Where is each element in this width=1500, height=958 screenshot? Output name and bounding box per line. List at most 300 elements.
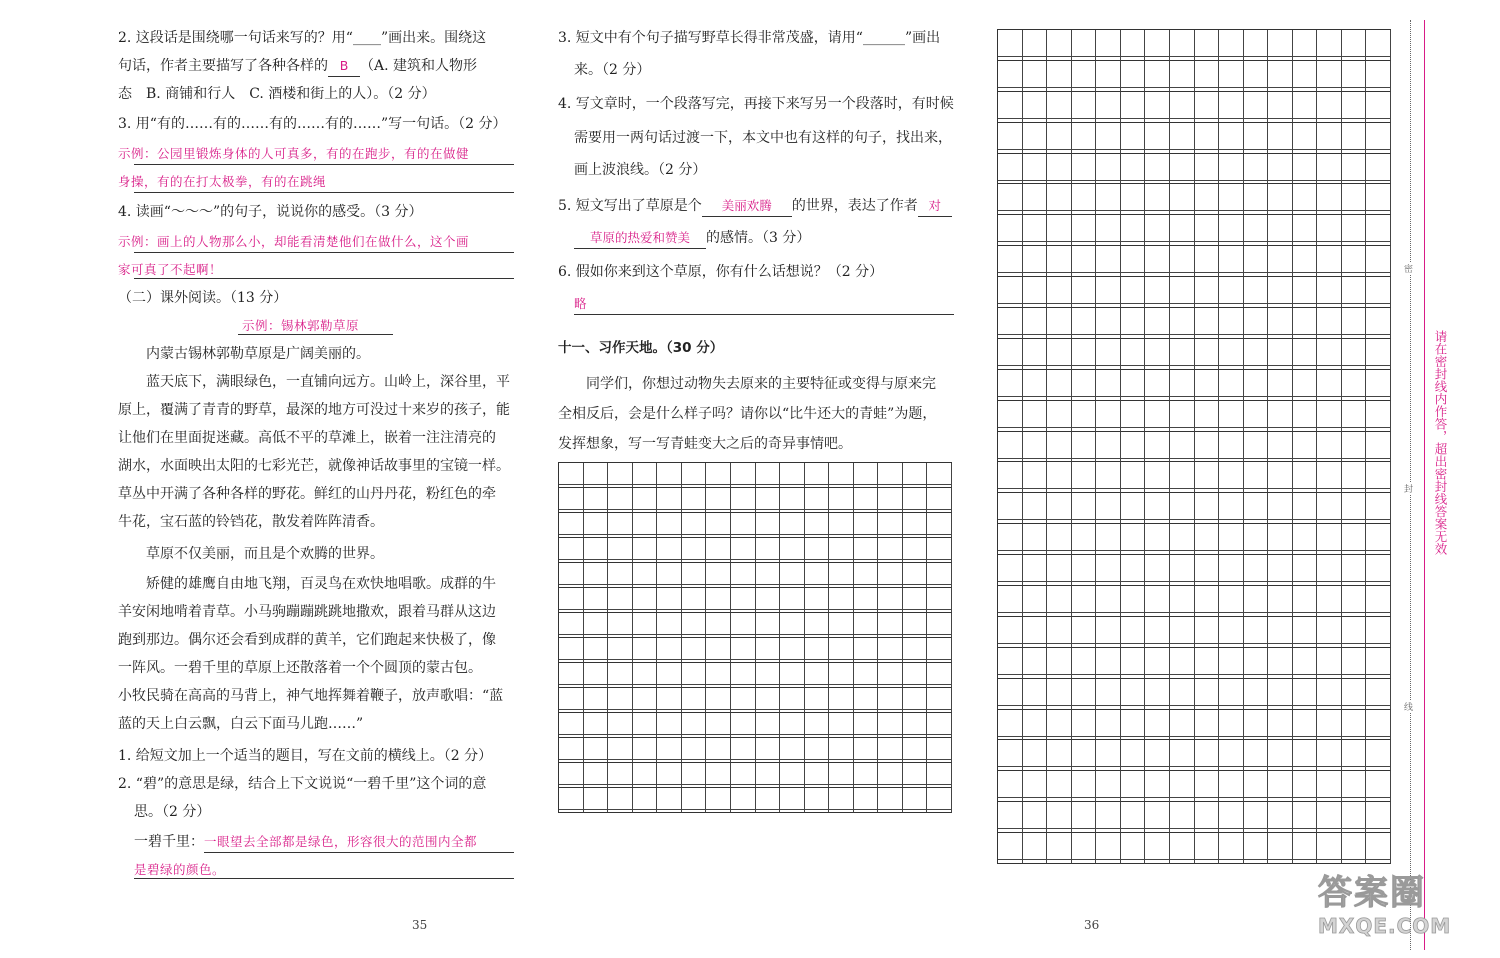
grid-cell (805, 613, 830, 635)
grid-cell (998, 586, 1023, 613)
grid-cell (1317, 92, 1342, 119)
grid-cell (1366, 740, 1391, 767)
grid-row-gap (756, 810, 781, 813)
grid-cell (854, 663, 879, 685)
q2-line2 (118, 56, 477, 77)
grid-cell (878, 488, 903, 510)
grid-cell (998, 123, 1023, 150)
grid-cell (1047, 740, 1072, 767)
grid-cell (1342, 833, 1367, 860)
grid-cell (1342, 308, 1367, 335)
passage-line: 蓝天底下，满眼绿色，一直铺向远方。山岭上，深谷里，平 (118, 374, 510, 390)
grid-cell (1219, 648, 1244, 675)
grid-cell (805, 788, 830, 810)
grid-cell (706, 763, 731, 785)
grid-cell (1170, 277, 1195, 304)
grid-cell (731, 663, 756, 685)
grid-cell (1170, 370, 1195, 397)
grid-cell (1268, 339, 1293, 366)
grid-cell (731, 538, 756, 560)
grid-cell (903, 788, 928, 810)
grid-cell (854, 688, 879, 710)
grid-cell (1195, 432, 1220, 459)
grid-cell (1145, 215, 1170, 242)
grid-cell (1293, 277, 1318, 304)
grid-cell (1047, 462, 1072, 489)
grid-cell (854, 513, 879, 535)
grid-cell (1121, 154, 1146, 181)
grid-cell (1170, 462, 1195, 489)
grid-cell (1096, 493, 1121, 520)
grid-cell (1195, 308, 1220, 335)
grid-cell (756, 488, 781, 510)
grid-cell (805, 588, 830, 610)
grid-cell (1023, 648, 1048, 675)
grid-cell (1023, 710, 1048, 737)
grid-cell (682, 488, 707, 510)
grid-cell (1342, 771, 1367, 798)
grid-cell (927, 463, 952, 485)
grid-cell (1195, 339, 1220, 366)
grid-cell (1244, 30, 1269, 57)
grid-cell (1293, 802, 1318, 829)
grid-cell (1317, 524, 1342, 551)
reading-q2-line2: 思。（2 分） (134, 804, 211, 820)
grid-cell (559, 763, 584, 785)
grid-cell (1366, 277, 1391, 304)
grid-cell (1047, 833, 1072, 860)
grid-cell (657, 638, 682, 660)
grid-cell (1293, 524, 1318, 551)
grid-cell (1268, 246, 1293, 273)
grid-cell (559, 513, 584, 535)
grid-cell (1219, 154, 1244, 181)
grid-cell (1072, 154, 1097, 181)
grid-cell (559, 463, 584, 485)
grid-cell (1096, 833, 1121, 860)
grid-cell (1244, 710, 1269, 737)
grid-cell (706, 538, 731, 560)
grid-cell (1072, 555, 1097, 582)
grid-cell (927, 688, 952, 710)
grid-cell (756, 588, 781, 610)
grid-cell (1219, 555, 1244, 582)
grid-cell (1047, 710, 1072, 737)
grid-cell (1219, 710, 1244, 737)
grid-cell (780, 538, 805, 560)
grid-cell (780, 463, 805, 485)
grid-cell (854, 463, 879, 485)
grid-cell (1096, 30, 1121, 57)
grid-cell (998, 61, 1023, 88)
grid-cell (633, 513, 658, 535)
grid-cell (1096, 771, 1121, 798)
grid-cell (1342, 679, 1367, 706)
grid-cell (998, 215, 1023, 242)
q3-answer-line1: 示例：公园里锻炼身体的人可真多，有的在跑步，有的在做健 (118, 146, 470, 161)
grid-cell (1072, 277, 1097, 304)
grid-cell (657, 588, 682, 610)
grid-cell (854, 713, 879, 735)
grid-cell (1293, 833, 1318, 860)
grid-cell (1145, 401, 1170, 428)
grid-cell (1317, 61, 1342, 88)
grid-cell (1268, 61, 1293, 88)
q3-prompt: 3. 用“有的……有的……有的……有的……”写一句话。（2 分） (118, 116, 507, 132)
grid-cell (1268, 740, 1293, 767)
grid-cell (1219, 215, 1244, 242)
grid-cell (559, 738, 584, 760)
grid-cell (878, 513, 903, 535)
grid-cell (1244, 92, 1269, 119)
grid-cell (1170, 215, 1195, 242)
grid-cell (1244, 61, 1269, 88)
grid-cell (1023, 679, 1048, 706)
grid-cell (756, 613, 781, 635)
grid-cell (1293, 92, 1318, 119)
grid-cell (1195, 370, 1220, 397)
grid-cell (1023, 277, 1048, 304)
grid-cell (780, 788, 805, 810)
grid-cell (1293, 648, 1318, 675)
grid-cell (1023, 771, 1048, 798)
section11-title: 十一、习作天地。（30 分） (558, 340, 724, 356)
grid-cell (1268, 555, 1293, 582)
grid-cell (1047, 92, 1072, 119)
grid-cell (1366, 246, 1391, 273)
grid-cell (633, 588, 658, 610)
grid-cell (682, 713, 707, 735)
grid-cell (559, 663, 584, 685)
grid-cell (731, 763, 756, 785)
grid-cell (1317, 586, 1342, 613)
grid-cell (608, 663, 633, 685)
grid-cell (998, 246, 1023, 273)
grid-cell (584, 488, 609, 510)
grid-row-gap (1195, 860, 1220, 864)
section-title: （二）课外阅读。（13 分） (118, 290, 288, 306)
grid-cell (1121, 308, 1146, 335)
grid-cell (903, 538, 928, 560)
grid-cell (780, 563, 805, 585)
grid-cell (1121, 30, 1146, 57)
grid-cell (1096, 740, 1121, 767)
q3-answer-line2: 身操，有的在打太极拳，有的在跳绳 (118, 174, 327, 189)
grid-cell (1268, 771, 1293, 798)
grid-cell (1145, 61, 1170, 88)
grid-cell (1342, 710, 1367, 737)
grid-cell (1244, 524, 1269, 551)
grid-cell (998, 555, 1023, 582)
grid-cell (608, 738, 633, 760)
grid-cell (1317, 710, 1342, 737)
grid-cell (854, 613, 879, 635)
grid-cell (706, 788, 731, 810)
grid-cell (1047, 679, 1072, 706)
grid-cell (1342, 648, 1367, 675)
grid-cell (1342, 61, 1367, 88)
grid-cell (1096, 277, 1121, 304)
grid-cell (1268, 184, 1293, 211)
grid-cell (731, 638, 756, 660)
grid-cell (706, 563, 731, 585)
answer-underline (574, 314, 954, 315)
grid-cell (1096, 61, 1121, 88)
grid-cell (1096, 184, 1121, 211)
grid-cell (1317, 462, 1342, 489)
q2-answer: B (328, 56, 360, 77)
grid-cell (1268, 123, 1293, 150)
grid-cell (805, 763, 830, 785)
q5-answer2a: 对 (918, 196, 952, 217)
grid-cell (1268, 370, 1293, 397)
grid-cell (1366, 462, 1391, 489)
grid-cell (1244, 679, 1269, 706)
grid-cell (1317, 277, 1342, 304)
grid-cell (1047, 339, 1072, 366)
grid-cell (1047, 771, 1072, 798)
grid-cell (1047, 524, 1072, 551)
grid-cell (1145, 246, 1170, 273)
grid-cell (854, 788, 879, 810)
passage-line: 牛花，宝石蓝的铃铛花，散发着阵阵清香。 (118, 514, 384, 530)
grid-cell (682, 613, 707, 635)
grid-cell (829, 488, 854, 510)
grid-cell (1121, 710, 1146, 737)
grid-cell (1170, 493, 1195, 520)
grid-cell (854, 588, 879, 610)
grid-cell (1121, 401, 1146, 428)
grid-cell (608, 513, 633, 535)
grid-cell (1268, 493, 1293, 520)
grid-cell (1096, 679, 1121, 706)
grid-cell (1268, 154, 1293, 181)
grid-cell (1244, 833, 1269, 860)
grid-row-gap (1366, 860, 1391, 864)
grid-cell (1366, 617, 1391, 644)
grid-cell (854, 488, 879, 510)
grid-cell (584, 638, 609, 660)
grid-cell (1366, 771, 1391, 798)
grid-cell (1293, 154, 1318, 181)
grid-cell (1366, 833, 1391, 860)
grid-cell (998, 802, 1023, 829)
grid-row-gap (1317, 860, 1342, 864)
grid-cell (1268, 462, 1293, 489)
grid-cell (584, 663, 609, 685)
grid-cell (1219, 277, 1244, 304)
passage-line: 让他们在里面捉迷藏。高低不平的草滩上，嵌着一注注清亮的 (118, 430, 496, 446)
grid-cell (1219, 184, 1244, 211)
grid-cell (1293, 710, 1318, 737)
grid-cell (829, 638, 854, 660)
grid-row-gap (559, 810, 584, 813)
grid-cell (927, 488, 952, 510)
grid-cell (1170, 401, 1195, 428)
grid-row-gap (1096, 860, 1121, 864)
grid-cell (1047, 277, 1072, 304)
grid-cell (1195, 277, 1220, 304)
q4-wavy-mark: ～～～ (170, 204, 213, 220)
grid-cell (1268, 586, 1293, 613)
grid-cell (1219, 92, 1244, 119)
grid-cell (1317, 401, 1342, 428)
grid-cell (1244, 184, 1269, 211)
grid-cell (1023, 370, 1048, 397)
grid-cell (682, 588, 707, 610)
grid-cell (1317, 802, 1342, 829)
grid-cell (1342, 123, 1367, 150)
grid-cell (1293, 123, 1318, 150)
grid-cell (633, 488, 658, 510)
grid-cell (998, 740, 1023, 767)
grid-cell (1145, 586, 1170, 613)
grid-cell (1342, 92, 1367, 119)
grid-cell (780, 613, 805, 635)
grid-cell (1096, 586, 1121, 613)
grid-cell (657, 488, 682, 510)
grid-cell (731, 788, 756, 810)
grid-cell (1170, 710, 1195, 737)
grid-cell (805, 488, 830, 510)
q4-prompt-b: ”的句子，说说你的感受。（3 分） (212, 204, 423, 220)
grid-cell (756, 788, 781, 810)
grid-cell (1121, 555, 1146, 582)
grid-cell (1047, 123, 1072, 150)
grid-cell (682, 738, 707, 760)
grid-row-gap (1047, 860, 1072, 864)
passage-line: 一阵风。一碧千里的草原上还散落着一个个圆顶的蒙古包。 (118, 660, 482, 676)
grid-cell (657, 688, 682, 710)
grid-row-gap (805, 810, 830, 813)
q5-answer1: 美丽欢腾 (702, 196, 792, 217)
q4-prompt-a: 4. 读画“ (118, 204, 171, 220)
grid-cell (1145, 771, 1170, 798)
grid-cell (878, 463, 903, 485)
grid-cell (1195, 833, 1220, 860)
grid-cell (731, 563, 756, 585)
grid-cell (1170, 833, 1195, 860)
grid-cell (1170, 648, 1195, 675)
grid-cell (1244, 617, 1269, 644)
grid-cell (1244, 462, 1269, 489)
grid-cell (1170, 30, 1195, 57)
q4-answer-line1: 示例：画上的人物那么小，却能看清楚他们在做什么，这个画 (118, 234, 470, 249)
grid-cell (1096, 617, 1121, 644)
grid-cell (633, 788, 658, 810)
grid-cell (1219, 771, 1244, 798)
grid-cell (1366, 154, 1391, 181)
prompt-line: 发挥想象，写一写青蛙变大之后的奇异事情吧。 (558, 436, 852, 452)
grid-row-gap (731, 810, 756, 813)
grid-cell (1219, 370, 1244, 397)
grid-cell (1195, 92, 1220, 119)
grid-cell (1268, 648, 1293, 675)
grid-cell (1342, 462, 1367, 489)
grid-cell (1195, 771, 1220, 798)
grid-cell (1317, 493, 1342, 520)
grid-cell (1268, 277, 1293, 304)
grid-cell (1195, 462, 1220, 489)
grid-cell (1366, 432, 1391, 459)
grid-cell (706, 738, 731, 760)
grid-cell (756, 713, 781, 735)
grid-cell (1047, 184, 1072, 211)
grid-cell (657, 563, 682, 585)
watermark-logo-text: 答案圈 (1318, 873, 1426, 913)
grid-cell (1047, 370, 1072, 397)
reading-q2-answer2: 是碧绿的颜色。 (134, 862, 226, 877)
grid-cell (903, 713, 928, 735)
grid-cell (927, 613, 952, 635)
grid-cell (1023, 61, 1048, 88)
grid-cell (878, 563, 903, 585)
grid-cell (1366, 802, 1391, 829)
grid-cell (1293, 308, 1318, 335)
grid-cell (1121, 524, 1146, 551)
grid-cell (903, 563, 928, 585)
grid-cell (1219, 432, 1244, 459)
answer-underline (134, 164, 514, 165)
grid-cell (1219, 586, 1244, 613)
grid-cell (1047, 555, 1072, 582)
grid-cell (1366, 524, 1391, 551)
grid-cell (1072, 215, 1097, 242)
grid-cell (608, 463, 633, 485)
answer-underline (204, 852, 514, 853)
grid-cell (1170, 246, 1195, 273)
grid-cell (1096, 92, 1121, 119)
grid-cell (998, 493, 1023, 520)
grid-cell (1096, 555, 1121, 582)
grid-row-gap (1268, 860, 1293, 864)
grid-cell (1219, 679, 1244, 706)
grid-cell (1293, 432, 1318, 459)
grid-cell (1170, 617, 1195, 644)
grid-cell (927, 588, 952, 610)
grid-cell (1072, 648, 1097, 675)
grid-cell (998, 30, 1023, 57)
grid-cell (1047, 154, 1072, 181)
grid-cell (780, 513, 805, 535)
grid-cell (998, 771, 1023, 798)
grid-cell (1244, 432, 1269, 459)
grid-row-gap (878, 810, 903, 813)
grid-cell (584, 563, 609, 585)
grid-cell (756, 538, 781, 560)
grid-cell (1219, 339, 1244, 366)
grid-cell (731, 513, 756, 535)
grid-cell (1268, 432, 1293, 459)
grid-cell (1244, 154, 1269, 181)
grid-cell (1170, 771, 1195, 798)
grid-cell (1195, 401, 1220, 428)
grid-cell (1145, 802, 1170, 829)
grid-cell (1121, 462, 1146, 489)
grid-cell (1121, 802, 1146, 829)
grid-cell (1047, 586, 1072, 613)
grid-cell (1342, 432, 1367, 459)
grid-cell (998, 648, 1023, 675)
writing-grid-middle (558, 462, 952, 813)
grid-cell (927, 538, 952, 560)
grid-cell (1366, 679, 1391, 706)
binding-note: 请在密封线内作答，超出密封线答案无效 (1433, 330, 1448, 555)
grid-cell (1195, 802, 1220, 829)
grid-cell (1023, 493, 1048, 520)
grid-cell (1195, 555, 1220, 582)
grid-cell (1072, 679, 1097, 706)
